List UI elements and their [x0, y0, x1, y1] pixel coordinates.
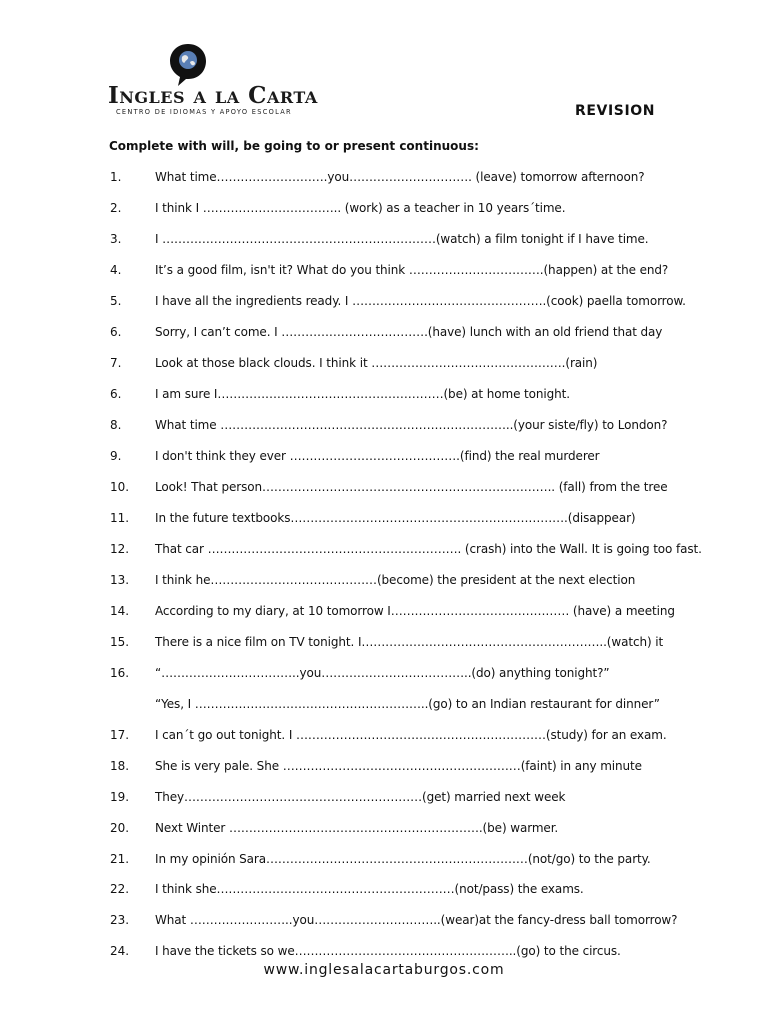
exercise-text: In my opinión Sara…………………………………………………………(not/go) to the party. [155, 852, 651, 866]
exercise-item [0, 201, 768, 221]
exercise-item [0, 759, 768, 779]
exercise-item [0, 325, 768, 345]
exercise-text: I have all the ingredients ready. I ………………………………………….(cook) paella tomorrow. [155, 294, 686, 308]
exercise-number: 12. [110, 542, 130, 556]
exercise-number: 2. [110, 201, 122, 215]
exercise-item [0, 480, 768, 500]
exercise-number: 6. [110, 325, 122, 339]
exercise-text: “Yes, I …………………………………………………..(go) to an Indian restaurant for dinner” [155, 697, 660, 711]
exercise-item [0, 635, 768, 655]
exercise-item [0, 294, 768, 314]
exercise-item [0, 666, 768, 686]
exercise-number: 18. [110, 759, 130, 773]
exercise-text: “……………………………..you………………………………..(do) anything tonight?” [155, 666, 610, 680]
exercise-item [0, 573, 768, 593]
exercise-number: 9. [110, 449, 122, 463]
exercise-text: That car ………………………………………………………. (crash) into the Wall. It is going too fast. [155, 542, 702, 556]
exercise-item [0, 882, 768, 902]
exercise-item [0, 604, 768, 624]
instructions: Complete with will, be going to or present continuous: [109, 139, 479, 153]
exercise-item [0, 728, 768, 748]
exercise-number: 21. [110, 852, 130, 866]
exercise-text: I have the tickets so we………………………………………………..(go) to the circus. [155, 944, 621, 958]
exercise-item [0, 913, 768, 933]
exercise-number: 1. [110, 170, 122, 184]
exercise-number: 5. [110, 294, 122, 308]
exercise-number: 15. [110, 635, 130, 649]
exercise-number: 19. [110, 790, 130, 804]
exercise-number: 4. [110, 263, 122, 277]
exercise-item [0, 263, 768, 283]
exercise-text: I can´t go out tonight. I ………………………………………………………(study) for an exam. [155, 728, 667, 742]
exercise-item [0, 790, 768, 810]
exercise-text: In the future textbooks…………………………………………………………….(disappear) [155, 511, 636, 525]
exercise-text: What ……………………..you…………………………..(wear)at the fancy-dress ball tomorrow? [155, 913, 678, 927]
exercise-item [0, 232, 768, 252]
exercise-number: 13. [110, 573, 130, 587]
exercise-text: They……………………………………………………(get) married next week [155, 790, 566, 804]
exercise-item [0, 821, 768, 841]
exercise-item [0, 697, 768, 717]
exercise-text: According to my diary, at 10 tomorrow I……………………………………… (have) a meeting [155, 604, 675, 618]
exercise-text: Look at those black clouds. I think it ………………………………………….(rain) [155, 356, 598, 370]
exercise-text: I ……………………………………………………………(watch) a film tonight if I have time. [155, 232, 649, 246]
exercise-number: 10. [110, 480, 130, 494]
exercise-number: 17. [110, 728, 130, 742]
exercise-text: She is very pale. She ……………………………………………………(faint) in any minute [155, 759, 642, 773]
exercise-number: 16. [110, 666, 130, 680]
exercise-number: 14. [110, 604, 130, 618]
exercise-item [0, 449, 768, 469]
exercise-text: It’s a good film, isn't it? What do you think …………………………….(happen) at the end? [155, 263, 669, 277]
exercise-text: What time……………………….you…………………………. (leave) tomorrow afternoon? [155, 170, 645, 184]
exercise-number: 22. [110, 882, 130, 896]
exercise-item [0, 511, 768, 531]
exercise-text: I think she……………………………………………………(not/pass) the exams. [155, 882, 584, 896]
exercise-text: I am sure I…………………………………………………(be) at home tonight. [155, 387, 570, 401]
page-heading: REVISION [575, 103, 656, 119]
exercise-item [0, 542, 768, 562]
exercise-text: Look! That person……………………………………………………………….. (fall) from the tree [155, 480, 668, 494]
exercise-text: I think I …………………………….. (work) as a teacher in 10 years´time. [155, 201, 566, 215]
exercise-item [0, 170, 768, 190]
exercise-text: I don't think they ever …………………………………….(find) the real murderer [155, 449, 600, 463]
exercise-number: 8. [110, 418, 122, 432]
exercise-number: 7. [110, 356, 122, 370]
logo-subtitle: CENTRO DE IDIOMAS Y APOYO ESCOLAR [116, 108, 292, 116]
exercise-item [0, 387, 768, 407]
exercise-item [0, 356, 768, 376]
exercise-number: 3. [110, 232, 122, 246]
exercise-number: 20. [110, 821, 130, 835]
exercise-text: There is a nice film on TV tonight. I……………………………………………………..(watch) it [155, 635, 664, 649]
website-footer: www.inglesalacartaburgos.com [263, 962, 505, 978]
exercise-number: 23. [110, 913, 130, 927]
exercise-item [0, 852, 768, 872]
exercise-item [0, 944, 768, 964]
exercise-text: Next Winter ……………………………………………………….(be) warmer. [155, 821, 559, 835]
exercise-item [0, 418, 768, 438]
exercise-text: What time ………………………………………………………………..(your siste/fly) to London? [155, 418, 668, 432]
exercise-text: Sorry, I can’t come. I ……………………………….(have) lunch with an old friend that day [155, 325, 663, 339]
exercise-number: 24. [110, 944, 130, 958]
exercise-number: 6. [110, 387, 122, 401]
exercise-number: 11. [110, 511, 130, 525]
logo-title: Ingles a la Carta [108, 82, 318, 109]
exercise-text: I think he……………………………………(become) the president at the next election [155, 573, 636, 587]
